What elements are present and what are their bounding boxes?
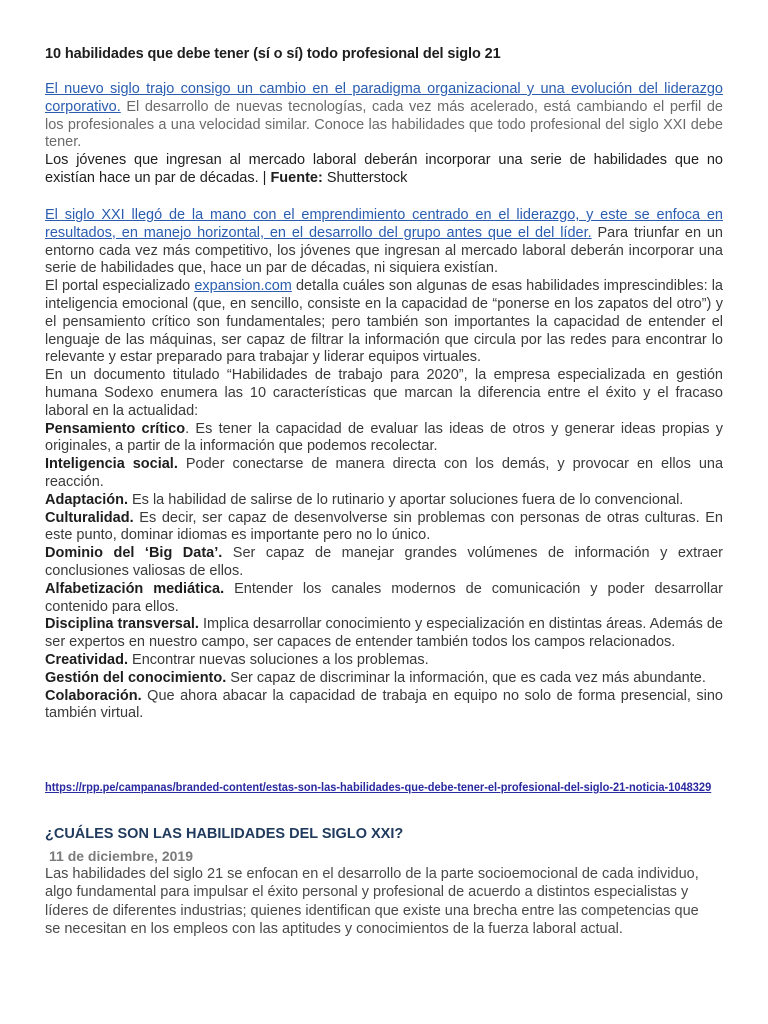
- image-caption: [45, 152, 723, 188]
- skill-text: Que ahora abacar la capacidad de trabaja en equipo no solo de forma presencial, sino también virtual.: [45, 687, 723, 722]
- skill-item: [45, 456, 723, 492]
- skill-label: Gestión del conocimiento.: [45, 669, 227, 686]
- section-body: Las habilidades del siglo 21 se enfocan en el desarrollo de la parte socioemocional de cada individuo, algo fundamental para impulsar el éxito personal y profesional de acuerdo a distintos especialistas y líderes de diferentes industrias; quienes identifican que existe una brecha entre las competencias que se necesitan en los empleos con las aptitudes y conocimientos de la fuerza laboral actual.: [45, 866, 699, 937]
- intro-link[interactable]: El nuevo siglo trajo consigo un cambio en el paradigma organizacional y una evolución del liderazgo corporativo.: [45, 81, 723, 115]
- skill-item: [45, 688, 723, 724]
- skill-text: Implica desarrollar conocimiento y especialización en distintas áreas. Además de ser expertos en nuestro campo, ser capaces de entender también todos los campos relacionados.: [45, 616, 723, 651]
- skill-label: Alfabetización mediática.: [45, 580, 225, 597]
- skill-item: [45, 510, 723, 546]
- skill-label: Colaboración.: [45, 687, 142, 704]
- expansion-link[interactable]: expansion.com: [194, 278, 292, 295]
- skills-list: [45, 421, 723, 724]
- skill-label: Culturalidad.: [45, 509, 134, 526]
- skill-text: Entender los canales modernos de comunicación y poder desarrollar contenido para ellos.: [45, 580, 723, 615]
- article-lead-link[interactable]: El siglo XXI llegó de la mano con el emprendimiento centrado en el liderazgo, y este se enfoca en resultados, en manejo horizontal, en el desarrollo del grupo antes que el del líder.: [45, 207, 723, 241]
- skill-text: . Es tener la capacidad de evaluar las ideas de otros y generar ideas propias y originales, a partir de la información que podemos recolectar.: [45, 420, 723, 455]
- skill-text: Poder conectarse de manera directa con los demás, y provocar en ellos una reacción.: [45, 456, 724, 490]
- skill-text: Ser capaz de discriminar la información, que es cada vez más abundante.: [226, 669, 706, 686]
- skill-label: Pensamiento crítico: [45, 420, 186, 437]
- caption-text: Los jóvenes que ingresan al mercado laboral deberán incorporar una serie de habilidades que no existían hace un par de décadas. |: [45, 152, 723, 186]
- skill-item: [45, 581, 723, 617]
- p2-after: detalla cuáles son algunas de esas habilidades imprescindibles: la inteligencia emocional (que, en sencillo, consiste en la capacidad de “ponerse en los zapatos del otro”) y el pensamiento crítico son fundamentales; pero también son importantes la capacidad de entender el lenguaje de las máquinas, ser capaz de filtrar la información que circula por las redes para encontrar lo relevante y estar preparado para trabajar y liderar equipos virtuales.: [45, 278, 723, 366]
- skill-item: [45, 492, 723, 510]
- skill-item: [45, 670, 723, 688]
- skill-text: Ser capaz de manejar grandes volúmenes de información y extraer conclusiones valiosas de ellos.: [45, 545, 723, 579]
- section-title: ¿CUÁLES SON LAS HABILIDADES DEL SIGLO XXI?: [45, 826, 404, 842]
- article-paragraph-3: En un documento titulado “Habilidades de trabajo para 2020”, la empresa especializada en gestión humana Sodexo enumera las 10 características que marcan la diferencia entre el éxito y el fracaso laboral en la actualidad:: [45, 367, 723, 419]
- skill-label: Adaptación.: [45, 491, 128, 508]
- intro-block: [45, 81, 723, 188]
- article-paragraph-1: Para triunfar en un entorno cada vez más competitivo, los jóvenes que ingresan al mercado laboral deberán incorporar una serie de habilidades que, hace un par de décadas, ni siquiera existían.: [45, 224, 723, 277]
- skill-text: Encontrar nuevas soluciones a los problemas.: [128, 651, 429, 668]
- skill-label: Inteligencia social.: [45, 456, 178, 473]
- skill-item: [45, 545, 723, 581]
- skill-item: [45, 421, 723, 457]
- skill-item: [45, 616, 723, 652]
- article-paragraph-2: [45, 278, 723, 367]
- skill-item: [45, 652, 723, 670]
- section-date: 11 de diciembre, 2019: [49, 848, 193, 864]
- intro-summary: El desarrollo de nuevas tecnologías, cada vez más acelerado, está cambiando el perfil de los profesionales a una velocidad similar. Conoce las habilidades que todo profesional del siglo XXI debe tener.: [45, 98, 723, 151]
- caption-source-label: Fuente:: [270, 169, 323, 186]
- article-block: [45, 207, 723, 723]
- skill-label: Disciplina transversal.: [45, 616, 199, 633]
- p2-before: El portal especializado: [45, 278, 195, 295]
- skill-text: Es la habilidad de salirse de lo rutinario y aportar soluciones fuera de lo convencional.: [127, 491, 684, 508]
- caption-source-value: Shutterstock: [322, 169, 408, 186]
- skill-label: Creatividad.: [45, 651, 128, 668]
- document-title: 10 habilidades que debe tener (sí o sí) todo profesional del siglo 21: [45, 46, 501, 62]
- source-url-link[interactable]: https://rpp.pe/campanas/branded-content/estas-son-las-habilidades-que-debe-tener-el-profesional-del-siglo-21-noticia-1048329: [45, 780, 712, 794]
- skill-label: Dominio del ‘Big Data’.: [45, 545, 223, 562]
- skill-text: Es decir, ser capaz de desenvolverse sin problemas con personas de otras culturas. En este punto, dominar idiomas es importante pero no lo único.: [45, 509, 723, 544]
